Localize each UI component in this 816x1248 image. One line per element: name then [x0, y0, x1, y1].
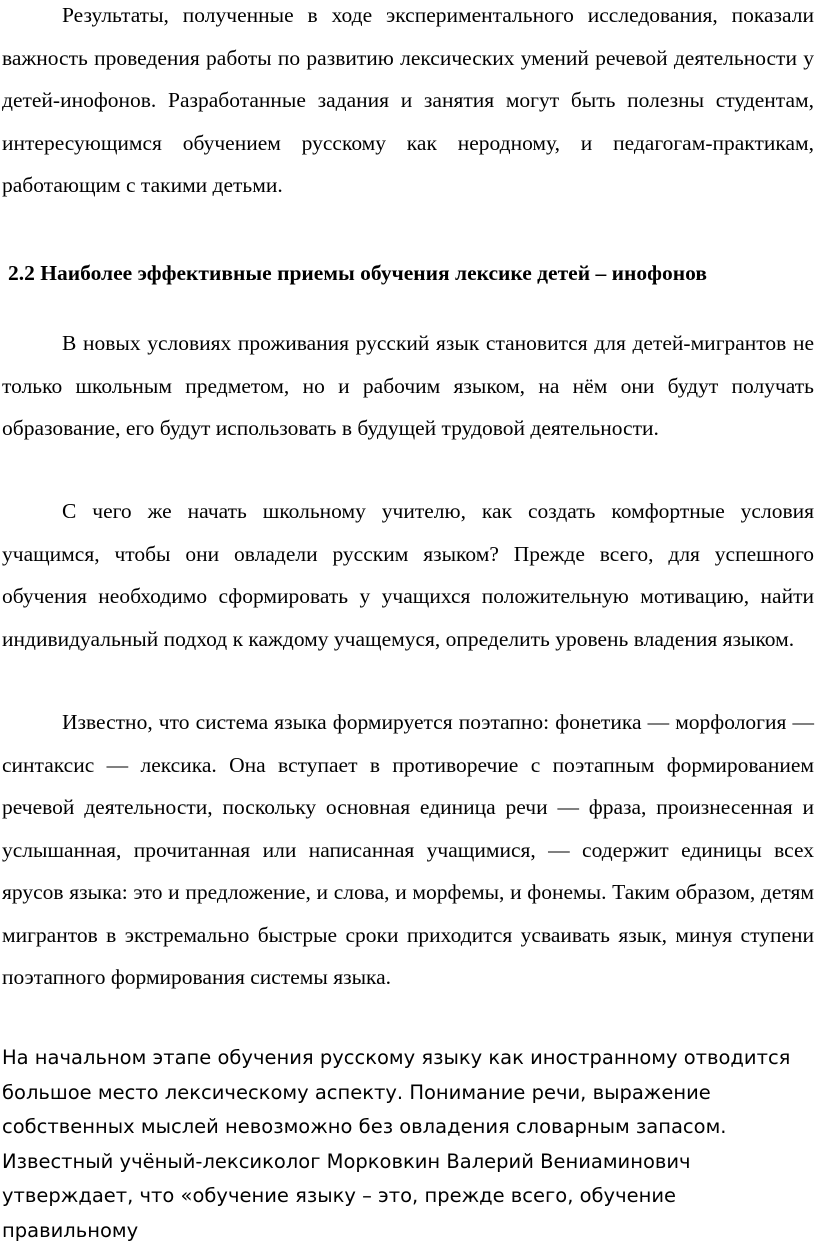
section-heading: 2.2 Наиболее эффективные приемы обучения лексике детей – инофонов — [8, 261, 707, 285]
paragraph-results: Результаты, полученные в ходе экспериментального исследования, показали важность проведения работы по развитию лексических умений речевой деятельности у детей-инофонов. Разработанные задания и занятия могут быть полезны студентам, интересующимся обучением русскому как неродному, и педагогам-практикам, работающим с такими детьми. — [2, 3, 814, 197]
paragraph-new-conditions: В новых условиях проживания русский язык становится для детей-мигрантов не только школьным предметом, но и рабочим языком, на нём они будут получать образование, его будут использовать в будущей трудовой деятельности. — [2, 331, 814, 440]
paragraph-lexical-aspect: На начальном этапе обучения русскому языку как иностранному отводится большое место лексическому аспекту. Понимание речи, выражение собственных мыслей невозможно без овладения словарным запасом. Известный учёный-лексиколог Морковкин Валерий Вениаминович утверждает, что «обучение языку – это, прежде всего, обучение правильному — [2, 1046, 791, 1242]
paragraph-language-system: Известно, что система языка формируется поэтапно: фонетика — морфология — синтаксис — лексика. Она вступает в противоречие с поэтапным формированием речевой деятельности, поскольку основная единица речи — фраза, произнесенная и услышанная, прочитанная или написанная учащимися, — содержит единицы всех ярусов языка: это и предложение, и слова, и морфемы, и фонемы. Таким образом, детям мигрантов в экстремально быстрые сроки приходится усваивать язык, минуя ступени поэтапного формирования системы языка. — [2, 710, 814, 989]
paragraph-teacher-question: С чего же начать школьному учителю, как создать комфортные условия учащимся, чтобы они овладели русским языком? Прежде всего, для успешного обучения необходимо сформировать у учащихся положительную мотивацию, найти индивидуальный подход к каждому учащемуся, определить уровень владения языком. — [2, 499, 814, 651]
